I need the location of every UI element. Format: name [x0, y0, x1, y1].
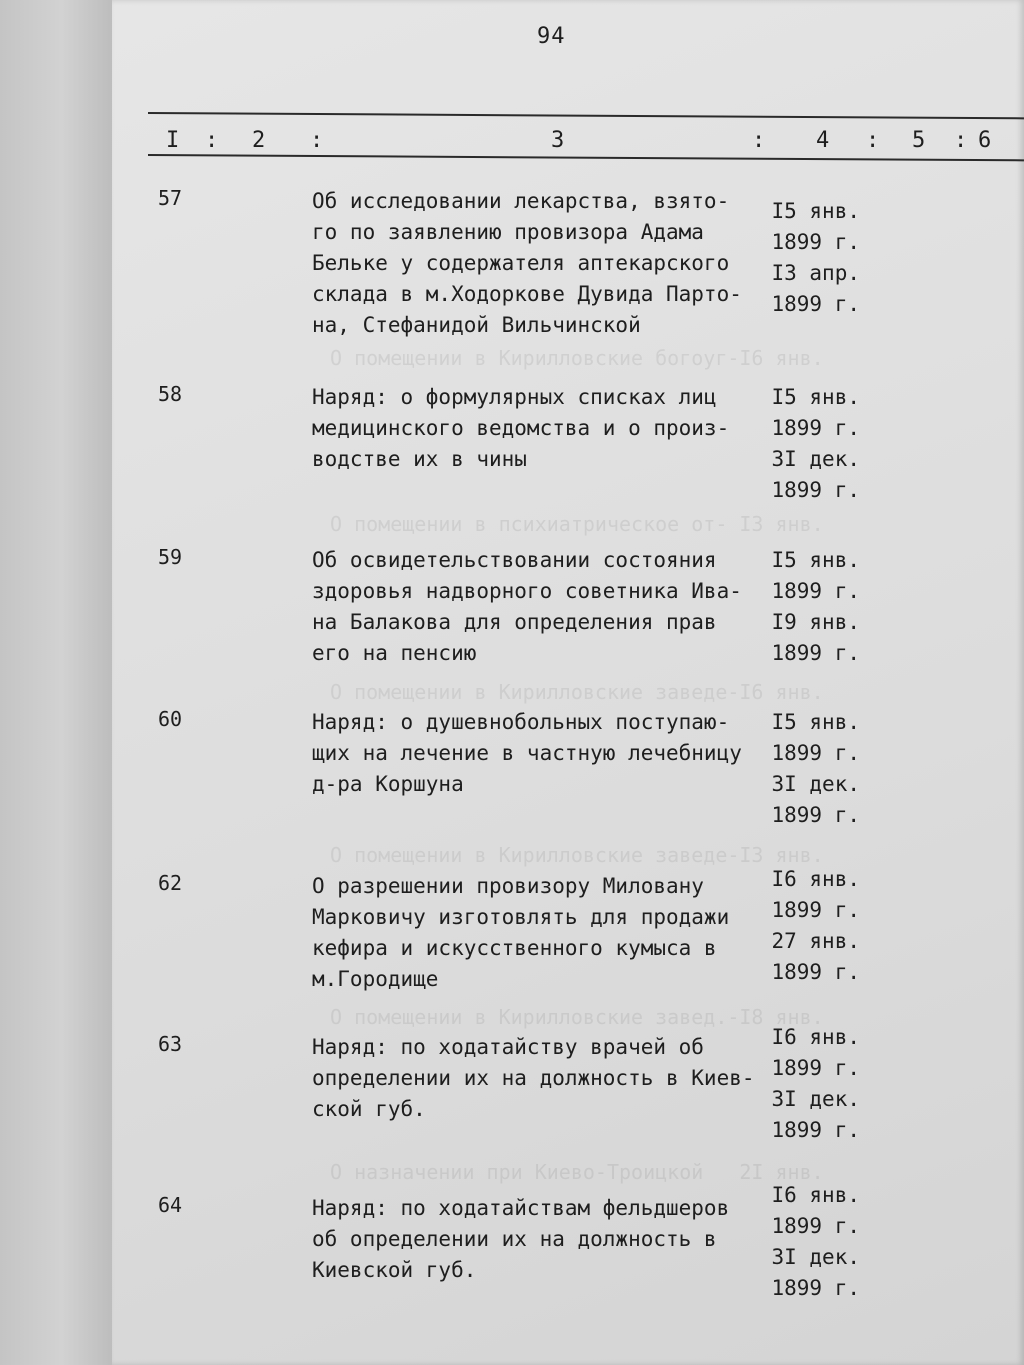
entry-dates: I5 янв. 1899 г. 3I дек. 1899 г.: [771, 385, 860, 502]
entry-dates: I6 янв. 1899 г. 3I дек. 1899 г.: [771, 1025, 860, 1142]
bleed-through: О помещении в Кирилловские богоуг-I6 янв.: [330, 346, 824, 370]
entry-number: 64: [158, 1193, 183, 1217]
bleed-through: О помещении в Кирилловские заведе-I6 янв.: [330, 680, 824, 704]
column-header-5: 5: [912, 128, 926, 153]
bleed-through: О помещении в Кирилловские завед.-I8 янв.: [330, 1005, 824, 1029]
entry-dates: I5 янв. 1899 г. I9 янв. 1899 г.: [771, 548, 860, 665]
entry-dates: I6 янв. 1899 г. 3I дек. 1899 г.: [771, 1183, 860, 1300]
column-header-separator: :: [205, 128, 219, 153]
bleed-through: О назначении при Киево-Троицкой 2I янв.: [330, 1160, 824, 1184]
column-header-2: 2: [252, 128, 266, 153]
entry-title: О разрешении провизору Миловану Марковичу изготовлять для продажи кефира и искусственного кумыса в м.Городище: [312, 874, 730, 991]
column-header-separator: :: [866, 128, 880, 153]
entry-dates: I5 янв. 1899 г. I3 апр. 1899 г.: [771, 199, 860, 316]
column-header-4: 4: [816, 128, 830, 153]
column-header-separator: :: [752, 128, 766, 153]
column-header-1: I: [166, 128, 180, 153]
column-header-separator: :: [310, 128, 324, 153]
entry-number: 59: [158, 545, 183, 569]
page-number: 94: [537, 24, 566, 49]
entry-number: 57: [158, 186, 183, 210]
entry-number: 58: [158, 382, 183, 406]
bleed-through: О помещении в Кирилловские заведе-I3 янв.: [330, 843, 824, 867]
entry-title: Об освидетельствовании состояния здоровья надворного советника Ива- на Балакова для определения прав его на пенсию: [312, 548, 742, 665]
column-header-separator: :: [954, 128, 968, 153]
entry-title: Об исследовании лекарства, взято- го по заявлению провизора Адама Бельке у содержателя аптекарского склада в м.Ходоркове Дувида Парто- на, Стефанидой Вильчинской: [312, 189, 742, 337]
column-header-6: 6: [978, 128, 992, 153]
entry-dates: I5 янв. 1899 г. 3I дек. 1899 г.: [771, 710, 860, 827]
bleed-through: О помещении в психиатрическое от- I3 янв.: [330, 512, 824, 536]
entry-title: Наряд: о формулярных списках лиц медицинского ведомства и о произ- водстве их в чины: [312, 385, 730, 471]
entry-title: Наряд: по ходатайствам фельдшеров об определении их на должность в Киевской губ.: [312, 1196, 730, 1282]
entry-title: Наряд: о душевнобольных поступаю- щих на лечение в частную лечебницу д-ра Коршуна: [312, 710, 742, 796]
entry-dates: I6 янв. 1899 г. 27 янв. 1899 г.: [771, 867, 860, 984]
entry-number: 60: [158, 707, 183, 731]
entry-number: 62: [158, 871, 183, 895]
entry-title: Наряд: по ходатайству врачей об определении их на должность в Киев- ской губ.: [312, 1035, 755, 1121]
column-header-3: 3: [551, 128, 565, 153]
binding-edge: [0, 0, 112, 1365]
entry-number: 63: [158, 1032, 183, 1056]
